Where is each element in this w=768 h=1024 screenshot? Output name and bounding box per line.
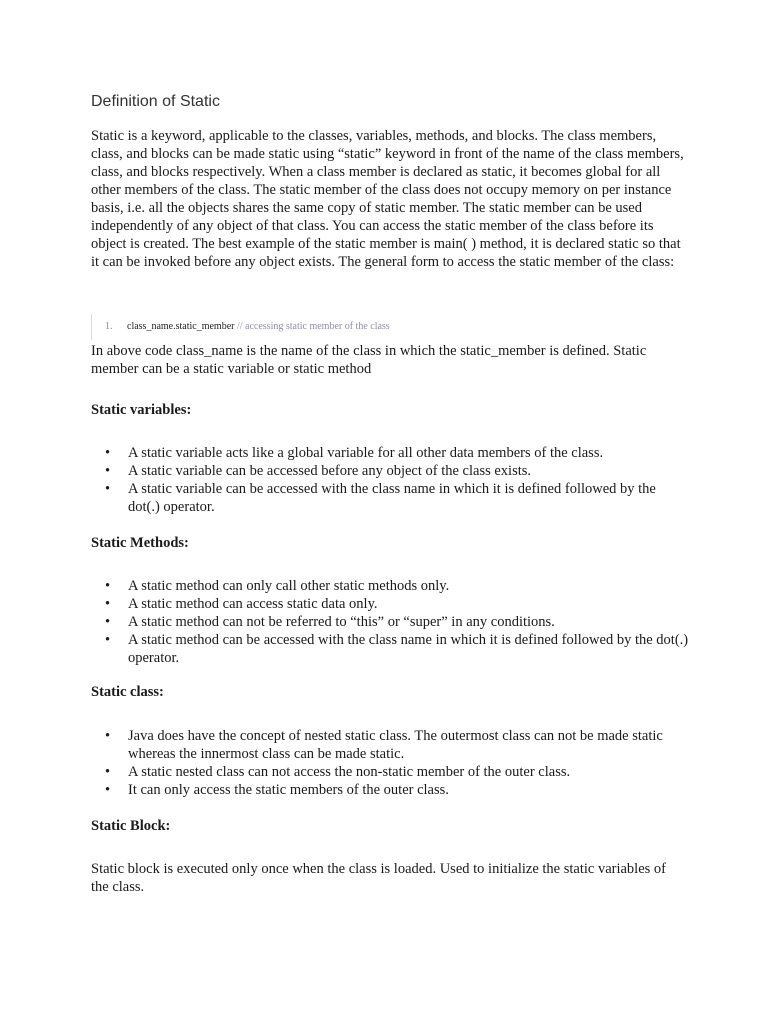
list-item-text: A static variable acts like a global variable for all other data members of the class. (128, 445, 604, 461)
static-methods-list (91, 577, 691, 667)
bullet-icon: • (105, 481, 111, 497)
bullet-icon: • (105, 445, 111, 461)
list-item-text: A static method can only call other static methods only. (128, 578, 450, 594)
bullet-icon: • (105, 463, 111, 479)
list-item (91, 781, 691, 799)
static-class-list (91, 727, 691, 799)
list-item (91, 727, 691, 763)
bullet-icon: • (105, 782, 111, 798)
list-item-text: A static method can be accessed with the class name in which it is defined followed by the dot(.) operator. (128, 632, 689, 666)
section-title-static-methods: Static Methods: (91, 535, 189, 551)
code-explanation-paragraph: In above code class_name is the name of the class in which the static_member is defined. Static member can be a static variable or static method (91, 343, 647, 377)
list-item (91, 631, 691, 667)
static-block-paragraph: Static block is executed only once when the class is loaded. Used to initialize the static variables of the class. (91, 861, 666, 895)
code-text: class_name.static_member (127, 321, 235, 332)
bullet-icon: • (105, 728, 111, 744)
list-item-text: A static variable can be accessed before any object of the class exists. (128, 463, 532, 479)
code-comment: // accessing static member of the class (236, 321, 390, 332)
list-item (91, 480, 691, 516)
list-item-text: It can only access the static members of the outer class. (128, 782, 449, 798)
section-title-static-class: Static class: (91, 684, 164, 700)
bullet-icon: • (105, 632, 111, 648)
list-item (91, 577, 691, 595)
list-item (91, 444, 691, 462)
list-item (91, 613, 691, 631)
list-item-text: A static variable can be accessed with the class name in which it is defined followed by the dot(.) operator. (128, 481, 656, 515)
section-title-static-variables: Static variables: (91, 402, 192, 418)
code-line (105, 321, 390, 332)
list-item (91, 763, 691, 781)
page-title: Definition of Static (91, 93, 220, 110)
static-variables-list (91, 444, 691, 516)
intro-paragraph: Static is a keyword, applicable to the classes, variables, methods, and blocks. The class members, class, and blocks can be made static using “static” keyword in front of the name of the class members, class, and blocks respectively. When a class member is declared as static, it becomes global for all other members of the class. The static member of the class does not occupy memory on per instance basis, i.e. all the objects shares the same copy of static member. The static member can be used independently of any object of that class. You can access the static member of the class before its object is created. The best example of the static member is main( ) method, it is declared static so that it can be invoked before any object exists. The general form to access the static member of the class: (91, 128, 684, 270)
code-line-number: 1. (105, 321, 113, 332)
bullet-icon: • (105, 578, 111, 594)
list-item-text: A static method can access static data only. (128, 596, 378, 612)
bullet-icon: • (105, 614, 111, 630)
bullet-icon: • (105, 596, 111, 612)
bullet-icon: • (105, 764, 111, 780)
list-item-text: Java does have the concept of nested static class. The outermost class can not be made static whereas the innermost class can be made static. (128, 728, 663, 762)
list-item (91, 462, 691, 480)
list-item-text: A static nested class can not access the non-static member of the outer class. (128, 764, 571, 780)
list-item-text: A static method can not be referred to “this” or “super” in any conditions. (128, 614, 555, 630)
section-title-static-block: Static Block: (91, 818, 171, 834)
list-item (91, 595, 691, 613)
code-snippet (91, 314, 687, 340)
